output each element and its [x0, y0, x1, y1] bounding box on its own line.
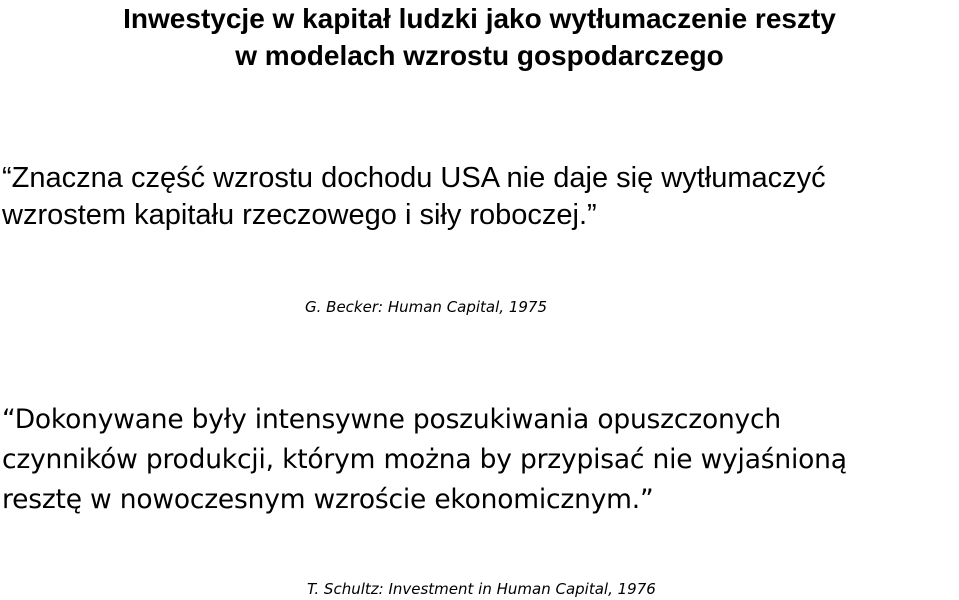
quote-schultz: [2, 400, 957, 520]
quote-schultz-line-3: resztę w nowoczesnym wzroście ekonomicznym.”: [2, 484, 654, 515]
quote-becker-line-2: wzrostem kapitału rzeczowego i siły roboczej.”: [2, 199, 597, 231]
slide-title: [0, 0, 959, 74]
slide-title-line-1: Inwestycje w kapitał ludzki jako wytłumaczenie reszty: [123, 3, 836, 34]
quote-becker-line-1: “Znaczna część wzrostu dochodu USA nie daje się wytłumaczyć: [2, 162, 826, 194]
quote-schultz-line-1: “Dokonywane były intensywne poszukiwania opuszczonych: [2, 404, 782, 435]
quote-schultz-line-2: czynników produkcji, którym można by przypisać nie wyjaśnioną: [2, 444, 847, 475]
quote-becker: [2, 160, 957, 234]
slide-title-line-2: w modelach wzrostu gospodarczego: [235, 40, 724, 71]
citation-becker: G. Becker: Human Capital, 1975: [305, 298, 547, 316]
citation-schultz: T. Schultz: Investment in Human Capital, 1976: [307, 580, 656, 598]
